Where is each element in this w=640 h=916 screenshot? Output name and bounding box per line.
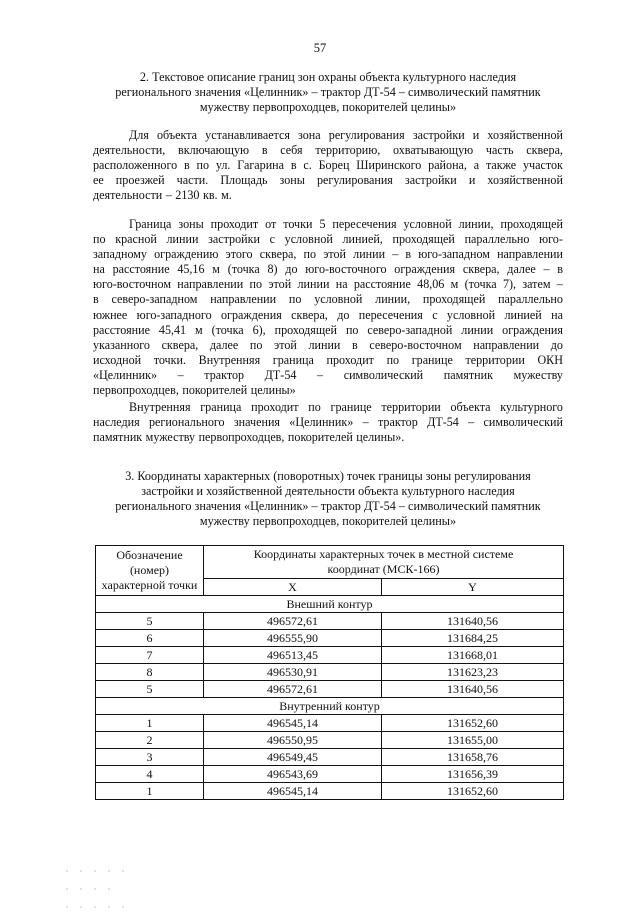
- section-title: Внешний контур: [96, 596, 564, 613]
- header-line: Обозначение: [116, 548, 183, 562]
- y-header: Y: [382, 579, 564, 596]
- table-row: [96, 664, 564, 681]
- paragraph-line: западному ограждению этого сквера, по этой линии – в юго-западном направлении: [93, 247, 563, 262]
- paragraph-line: Для объекта устанавливается зона регулирования застройки и хозяйственной: [129, 128, 563, 142]
- paragraph-line: «Целинник» – трактор ДТ-54 – символический памятник мужеству: [93, 367, 563, 382]
- heading-line: мужеству первопроходцев, покорителей целины»: [199, 514, 457, 528]
- paragraph-line: по красной линии застройки с условной линией, проходящей параллельно юго-: [93, 232, 563, 247]
- x-coordinate-cell: 496549,45: [204, 749, 382, 766]
- table-row: [96, 732, 564, 749]
- x-coordinate-cell: 496543,69: [204, 766, 382, 783]
- point-number-cell: 8: [96, 664, 204, 681]
- paragraph-line: наследия регионального значения «Целинник» – трактор ДТ-54 – символический: [93, 415, 563, 430]
- paragraph-line: деятельности – 2130 кв. м.: [93, 188, 232, 203]
- y-coordinate-cell: 131658,76: [382, 749, 564, 766]
- section-3-heading: [95, 469, 561, 529]
- coordinates-table: [95, 545, 564, 800]
- section-2-heading: [95, 70, 561, 115]
- paragraph: [93, 217, 563, 398]
- y-coordinate-cell: 131652,60: [382, 783, 564, 800]
- point-number-cell: 4: [96, 766, 204, 783]
- paragraph-line: на расстояние 45,16 м (точка 8) до юго-восточного ограждения сквера, далее – в: [93, 262, 563, 277]
- paragraph-line: памятник мужеству первопроходцев, покорителей целины».: [93, 430, 405, 445]
- table-row: [96, 783, 564, 800]
- heading-line: регионального значения «Целинник» – трактор ДТ-54 – символический памятник: [115, 499, 541, 513]
- heading-line: 2. Текстовое описание границ зон охраны объекта культурного наследия: [139, 70, 517, 84]
- paragraph-line: юго-восточном направлении по этой линии на расстояние 48,06 м (точка 7), затем –: [93, 277, 563, 292]
- y-coordinate-cell: 131656,39: [382, 766, 564, 783]
- x-coordinate-cell: 496530,91: [204, 664, 382, 681]
- point-number-cell: 1: [96, 783, 204, 800]
- paragraph-line: ее проезжей части. Площадь зоны регулирования застройки и хозяйственной: [93, 173, 563, 188]
- point-number-cell: 6: [96, 630, 204, 647]
- point-designation-header: [96, 546, 204, 596]
- paragraph-line: Внутренняя граница проходит по границе территории объекта культурного: [129, 400, 563, 414]
- table-row: [96, 613, 564, 630]
- paragraph-line: исходной точки. Внутренняя граница проходит по границе территории ОКН: [93, 352, 563, 367]
- table-row: [96, 647, 564, 664]
- table-section-row: [96, 596, 564, 613]
- table-row: [96, 681, 564, 698]
- header-line: характерной точки: [101, 578, 198, 592]
- header-line: Координаты характерных точек в местной системе: [253, 547, 514, 561]
- paragraph-line: расстояние 45,41 м (точка 6), проходящей по северо-западной линии ограждения: [93, 322, 563, 337]
- point-number-cell: 5: [96, 681, 204, 698]
- paragraph-line: южнее юго-западного ограждения сквера, до пересечения с условной линией на: [93, 307, 563, 322]
- table-row: [96, 630, 564, 647]
- paragraph-line: Граница зоны проходит от точки 5 пересечения условной линии, проходящей: [129, 217, 563, 231]
- paragraph-line: указанного сквера, далее по этой линии в северо-восточном направлении до: [93, 337, 563, 352]
- heading-line: регионального значения «Целинник» – трактор ДТ-54 – символический памятник: [115, 85, 541, 99]
- y-coordinate-cell: 131668,01: [382, 647, 564, 664]
- point-number-cell: 1: [96, 715, 204, 732]
- x-coordinate-cell: 496572,61: [204, 681, 382, 698]
- x-header: X: [204, 579, 382, 596]
- header-line: (номер): [129, 563, 170, 577]
- heading-line: мужеству первопроходцев, покорителей целины»: [199, 100, 457, 114]
- y-coordinate-cell: 131640,56: [382, 681, 564, 698]
- table-row: [96, 749, 564, 766]
- y-coordinate-cell: 131652,60: [382, 715, 564, 732]
- table-row: [96, 766, 564, 783]
- table-section-row: [96, 698, 564, 715]
- heading-line: застройки и хозяйственной деятельности объекта культурного наследия: [141, 484, 515, 498]
- paragraph-line: в северо-западном направлении по условной линии, проходящей параллельно: [93, 292, 563, 307]
- paragraph: [93, 128, 563, 203]
- header-line: координат (МСК-166): [327, 562, 440, 576]
- x-coordinate-cell: 496513,45: [204, 647, 382, 664]
- x-coordinate-cell: 496555,90: [204, 630, 382, 647]
- y-coordinate-cell: 131640,56: [382, 613, 564, 630]
- point-number-cell: 3: [96, 749, 204, 766]
- point-number-cell: 2: [96, 732, 204, 749]
- y-coordinate-cell: 131684,25: [382, 630, 564, 647]
- x-coordinate-cell: 496550,95: [204, 732, 382, 749]
- scan-artifact: [60, 862, 170, 890]
- heading-line: 3. Координаты характерных (поворотных) точек границы зоны регулирования: [125, 469, 531, 483]
- point-number-cell: 5: [96, 613, 204, 630]
- page-number: 57: [313, 41, 327, 55]
- x-coordinate-cell: 496545,14: [204, 783, 382, 800]
- y-coordinate-cell: 131655,00: [382, 732, 564, 749]
- coordinates-body: [96, 596, 564, 800]
- paragraph-line: расположенного в по ул. Гагарина в с. Борец Ширинского района, а также участок: [93, 158, 563, 173]
- x-coordinate-cell: 496545,14: [204, 715, 382, 732]
- paragraph-line: деятельности, включающую в себя территорию, охватывающую часть сквера,: [93, 143, 563, 158]
- table-row: [96, 715, 564, 732]
- coordinates-header: [204, 546, 564, 579]
- x-coordinate-cell: 496572,61: [204, 613, 382, 630]
- paragraph-line: первопроходцев, покорителей целины»: [93, 383, 296, 398]
- point-number-cell: 7: [96, 647, 204, 664]
- y-coordinate-cell: 131623,23: [382, 664, 564, 681]
- section-title: Внутренний контур: [96, 698, 564, 715]
- paragraph: [93, 400, 563, 445]
